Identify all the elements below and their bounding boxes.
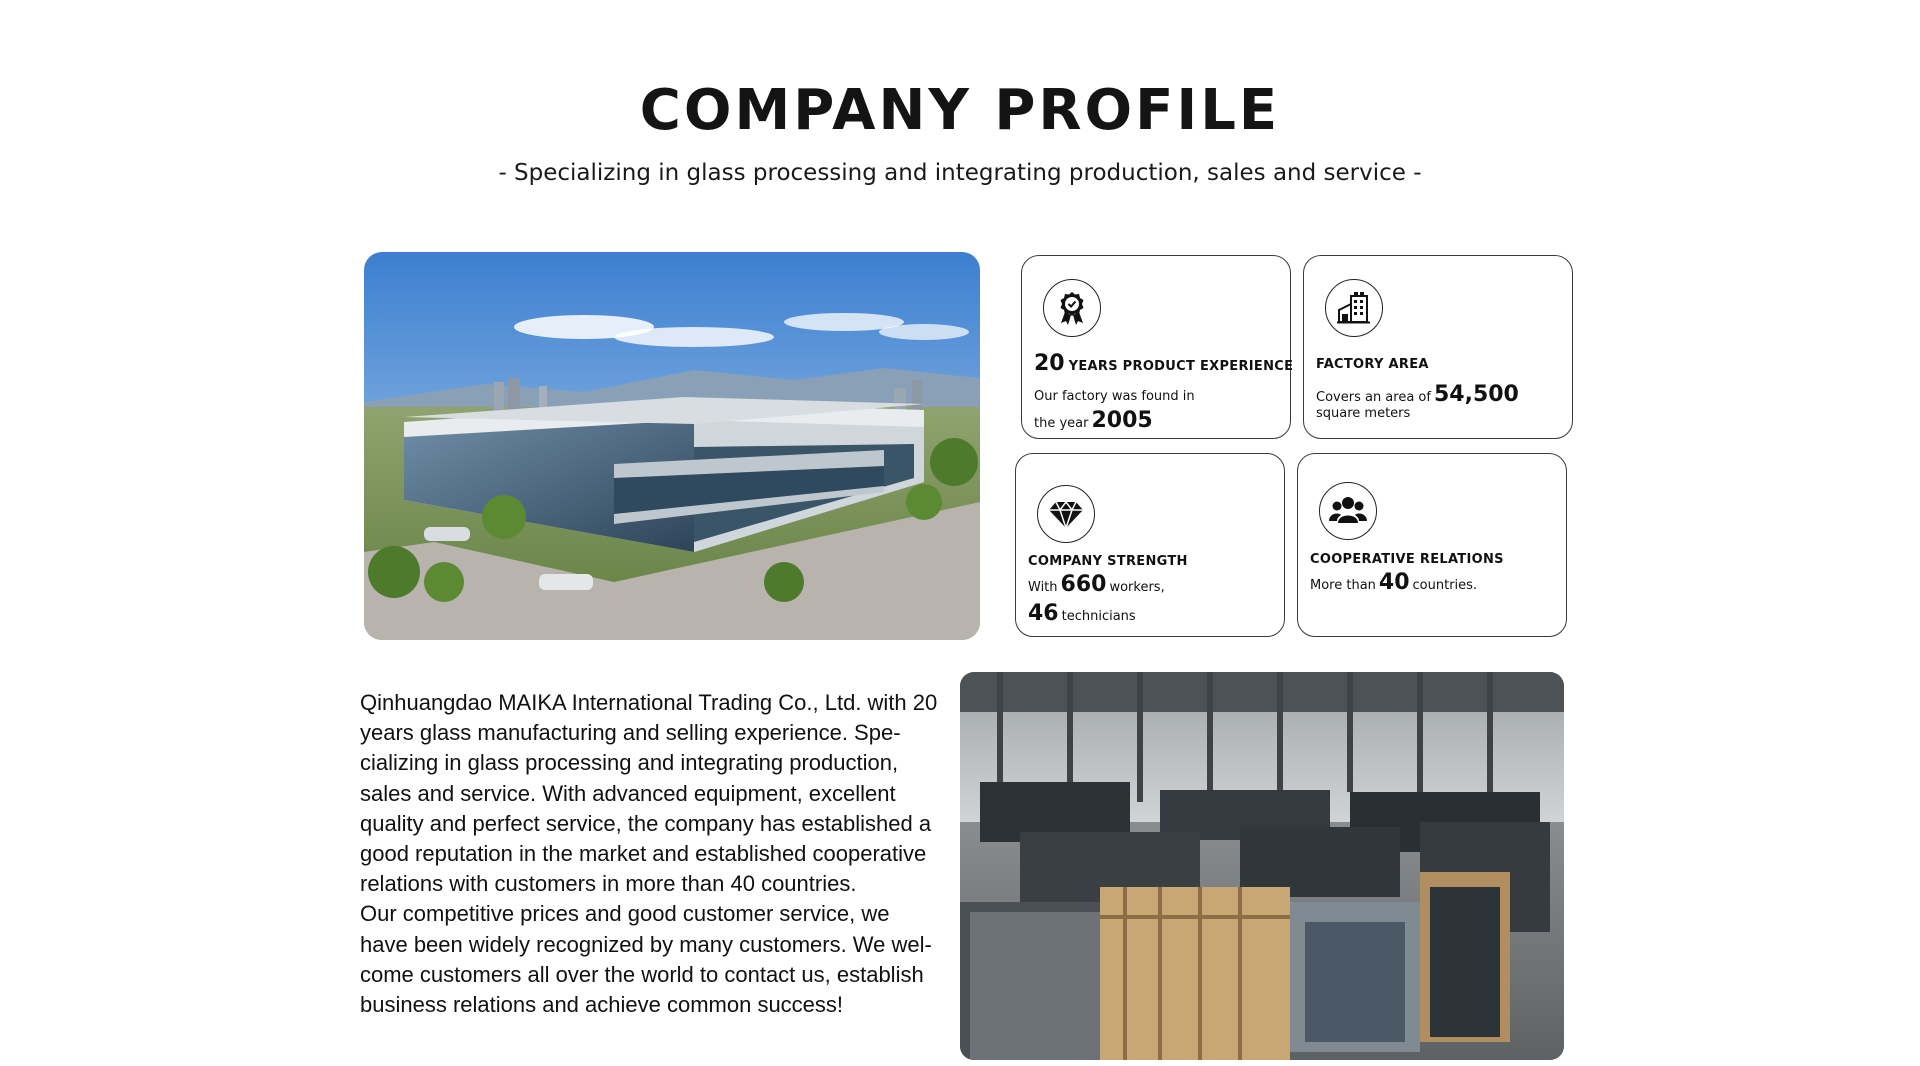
relations-heading: COOPERATIVE RELATIONS (1310, 552, 1504, 567)
factory-building-icon (1325, 279, 1383, 337)
factory-area-prefix: Covers an area of (1316, 390, 1431, 405)
strength-workers-number: 660 (1060, 572, 1107, 597)
experience-line1: Our factory was found in (1034, 389, 1195, 404)
warehouse-photo (960, 672, 1564, 1060)
description-paragraph-2: Our competitive prices and good customer service, we have been widely recognized by many customers. We wel-come customers all over the world to contact us, establish business relations and achieve common success! (360, 901, 932, 1018)
experience-card (1021, 255, 1294, 439)
strength-technicians-number: 46 (1028, 601, 1059, 626)
experience-years: 20 (1034, 351, 1065, 376)
factory-card (1303, 255, 1573, 439)
experience-year-prefix: the year (1034, 416, 1089, 431)
relations-countries-label: countries. (1412, 578, 1478, 593)
relations-countries-number: 40 (1378, 570, 1410, 595)
strength-workers-label: workers, (1109, 580, 1165, 595)
strength-heading: COMPANY STRENGTH (1028, 554, 1188, 569)
page-subtitle: - Specializing in glass processing and integrating production, sales and service - (498, 160, 1422, 186)
strength-line2 (1028, 601, 1136, 626)
page-title: COMPANY PROFILE (639, 78, 1281, 143)
building-photo (364, 252, 980, 640)
factory-area-number: 54,500 (1433, 382, 1519, 407)
experience-label: YEARS PRODUCT EXPERIENCE (1068, 359, 1294, 374)
factory-line1 (1316, 382, 1522, 407)
factory-line2: square meters (1316, 406, 1411, 421)
strength-technicians-label: technicians (1061, 609, 1136, 624)
experience-line2 (1034, 408, 1156, 433)
award-medal-icon (1043, 279, 1101, 337)
relations-prefix: More than (1310, 578, 1376, 593)
strength-card (1015, 453, 1285, 637)
relations-line1 (1310, 570, 1477, 595)
factory-heading: FACTORY AREA (1316, 357, 1429, 372)
experience-year: 2005 (1091, 408, 1153, 433)
company-description (360, 688, 940, 1020)
relations-card (1297, 453, 1567, 637)
diamond-icon (1037, 485, 1095, 543)
description-paragraph-1: Qinhuangdao MAIKA International Trading Co., Ltd. with 20 years glass manufacturing and selling experience. Spe-cializing in glass processing and integrating production, sales and service. With advanced equipment, excellent quality and perfect service, the company has established a good reputation in the market and established cooperative relations with customers in more than 40 countries. (360, 690, 938, 897)
strength-with: With (1028, 580, 1058, 595)
experience-heading (1034, 351, 1293, 376)
strength-line1 (1028, 572, 1165, 597)
people-group-icon (1319, 482, 1377, 540)
